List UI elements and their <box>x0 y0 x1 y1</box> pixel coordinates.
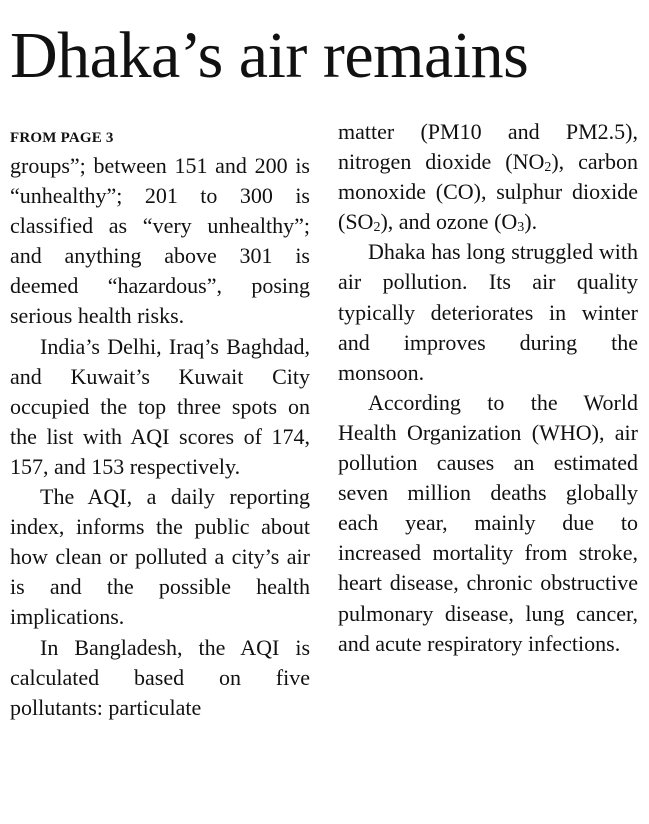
paragraph-aqi-definition: The AQI, a daily reporting index, informs the public about how clean or polluted a city’s air is and the possible health implications. <box>10 484 310 630</box>
continued-from-label: FROM PAGE 3 <box>10 130 114 146</box>
paragraph-bangladesh-aqi: In Bangladesh, the AQI is calculated based on five pollutants: particulate <box>10 634 310 720</box>
pollutants-text-b: ), carbon monoxide (CO), sulphur dioxide (SO <box>338 149 638 235</box>
paragraph-pollutants <box>338 117 638 237</box>
so2-subscript: 2 <box>373 220 381 236</box>
paragraph-top-cities: India’s Delhi, Iraq’s Baghdad, and Kuwait’s Kuwait City occupied the top three spots on the list with AQI scores of 174, 157, and 153 respectively. <box>10 333 310 479</box>
paragraph-aqi-categories: groups”; between 151 and 200 is “unhealthy”; 201 to 300 is classified as “very unhealthy”; and anything above 301 is deemed “hazardous”, posing serious health risks. <box>10 153 310 329</box>
o3-subscript: 3 <box>517 220 525 236</box>
article-headline: Dhaka’s air remains <box>10 19 529 92</box>
pollutants-text-d: ). <box>524 209 538 235</box>
pollutants-text-c: ), and ozone (O <box>380 209 518 235</box>
no2-subscript: 2 <box>544 160 552 176</box>
paragraph-dhaka-pollution: Dhaka has long struggled with air pollution. Its air quality typically deteriorates in winter and improves during the monsoon. <box>338 239 638 385</box>
paragraph-who-estimate: According to the World Health Organization (WHO), air pollution causes an estimated seven million deaths globally each year, mainly due to increased mortality from stroke, heart disease, chronic obstructive pulmonary disease, lung cancer, and acute respiratory infections. <box>338 389 638 656</box>
article-column-left <box>10 151 310 723</box>
pollutants-text-a: matter (PM10 and PM2.5), nitrogen dioxide (NO <box>338 119 638 175</box>
article-column-right <box>338 117 638 659</box>
